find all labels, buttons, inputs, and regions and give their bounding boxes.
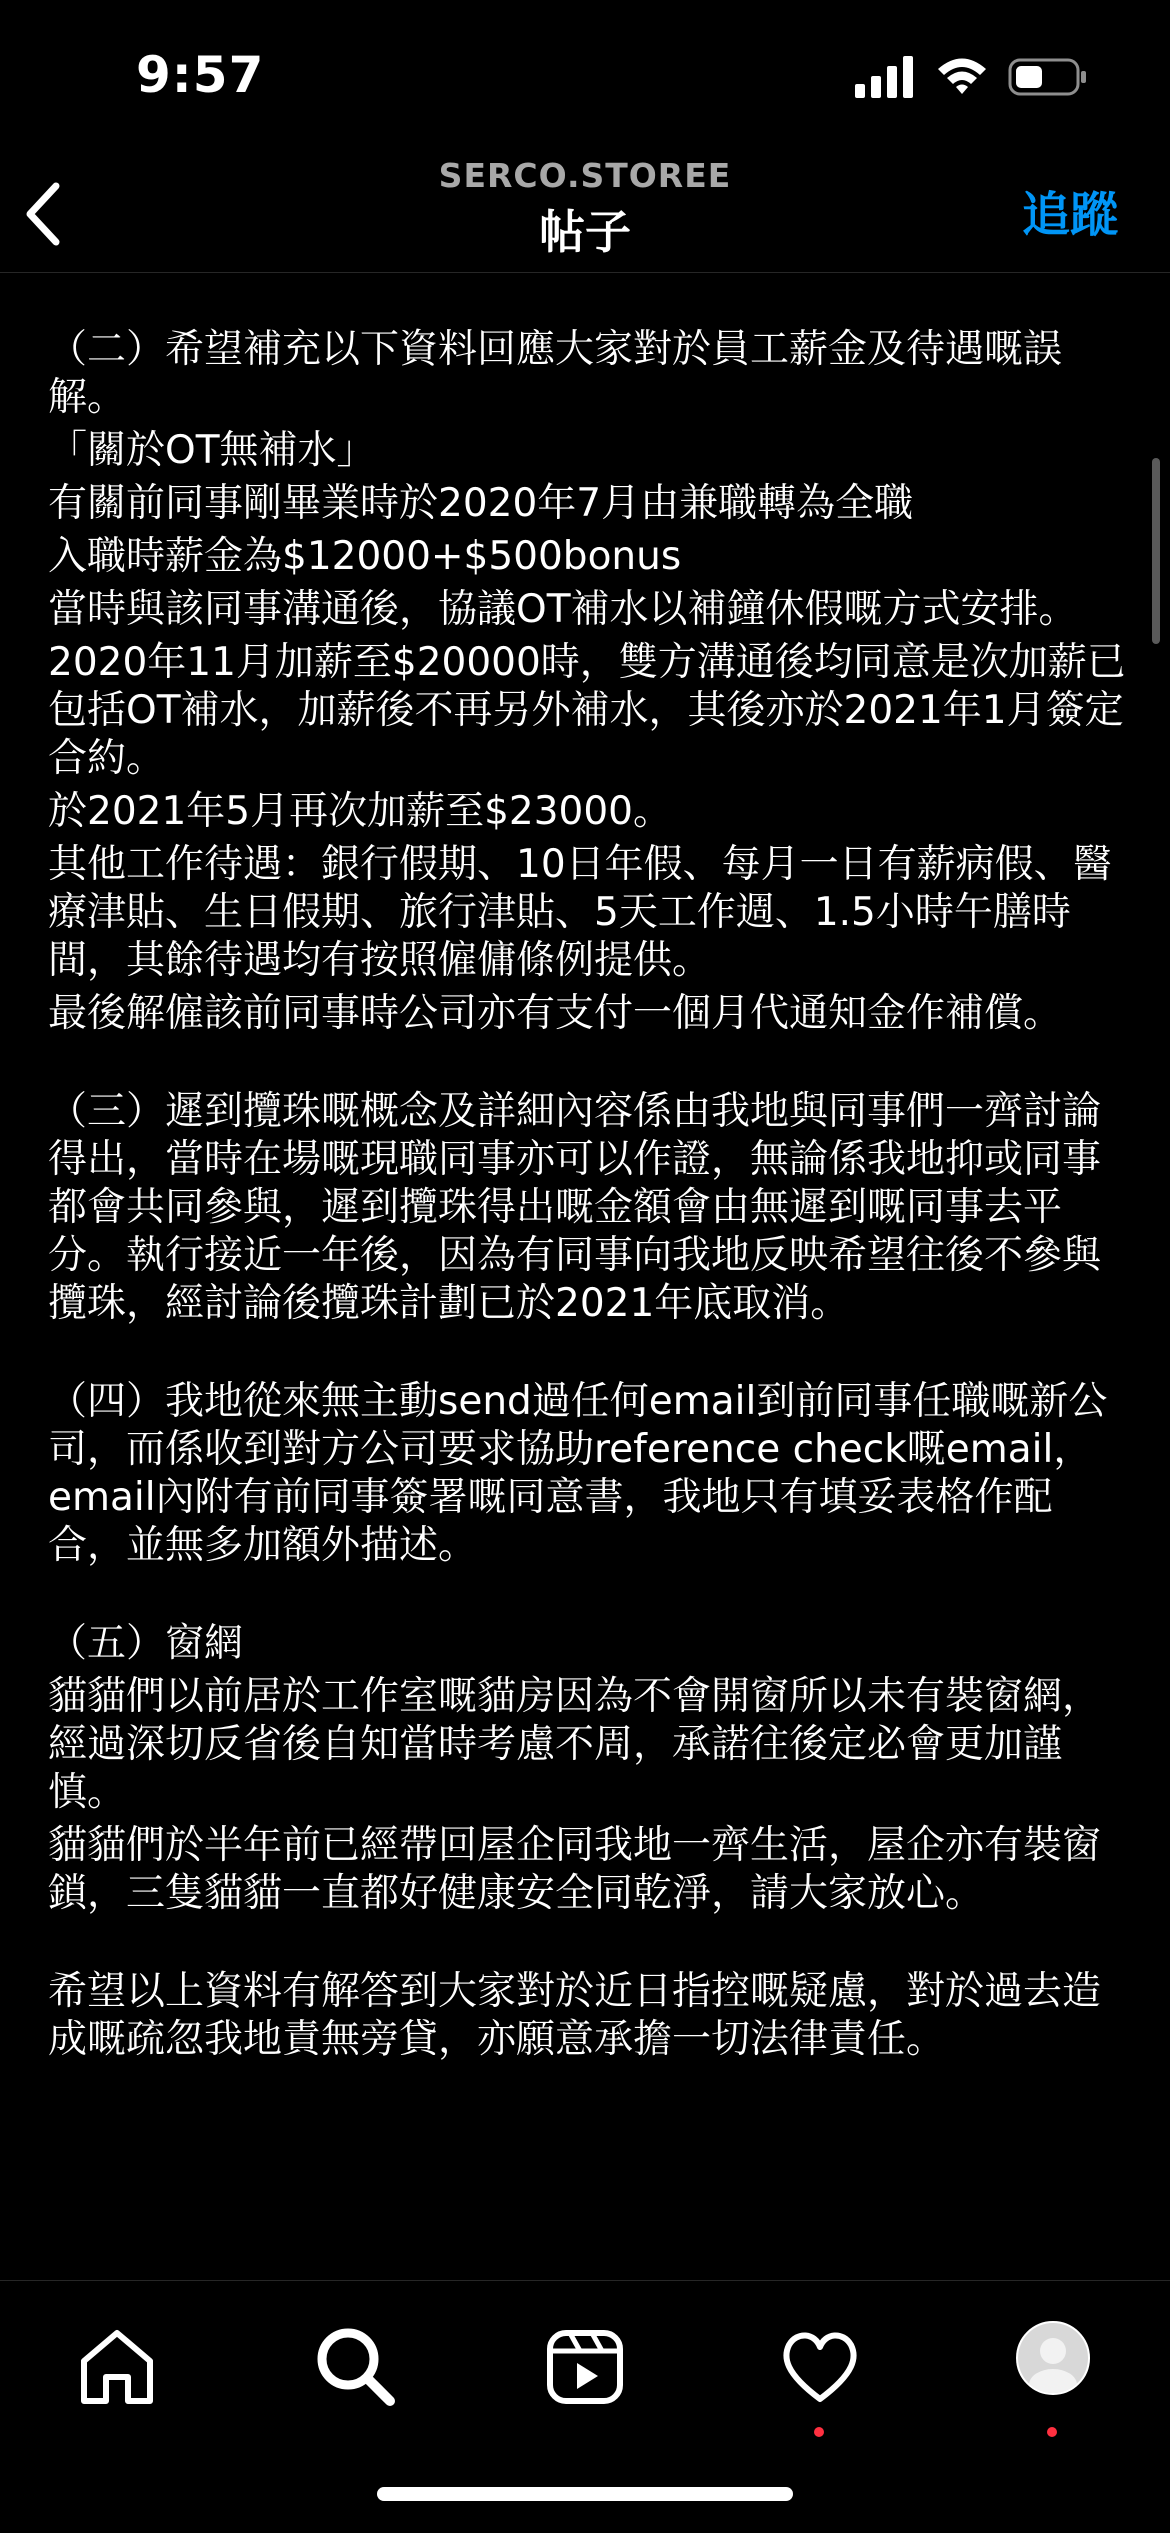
home-indicator[interactable] (377, 2487, 793, 2501)
page-title: 帖子 (539, 205, 631, 259)
caption-paragraph: 貓貓們於半年前已經帶回屋企同我地一齊生活，屋企亦有裝窗鎖，三隻貓貓一直都好健康安全同乾淨，請大家放心。 (48, 1823, 1102, 1916)
caption-paragraph: 入職時薪金為$12000+$500bonus (48, 534, 682, 579)
wifi-icon (936, 54, 988, 98)
caption-paragraph: （二）希望補充以下資料回應大家對於員工薪金及待遇嘅誤解。 (48, 327, 1063, 420)
status-time: 9:57 (136, 46, 265, 104)
profile-avatar[interactable] (1016, 2321, 1090, 2395)
activity-heart-icon[interactable] (775, 2321, 865, 2411)
activity-notification-dot (814, 2427, 824, 2437)
avatar-image-icon (1018, 2323, 1088, 2393)
caption-paragraph: 最後解僱該前同事時公司亦有支付一個月代通知金作補償。 (48, 991, 1063, 1036)
caption-paragraph: 當時與該同事溝通後，協議OT補水以補鐘休假嘅方式安排。 (48, 587, 1078, 632)
caption-paragraph: 貓貓們以前居於工作室嘅貓房因為不會開窗所以未有裝窗網，經過深切反省後自知當時考慮不周，承諾往後定必會更加謹慎。 (48, 1674, 1102, 1815)
post-header (0, 150, 1170, 273)
caption-paragraph: 有關前同事剛畢業時於2020年7月由兼職轉為全職 (48, 481, 914, 526)
reels-icon[interactable] (540, 2321, 630, 2411)
caption-paragraph: 「關於OT無補水」 (48, 428, 376, 473)
home-icon[interactable] (72, 2321, 162, 2411)
caption-paragraph: （三）遲到攬珠嘅概念及詳細內容係由我地與同事們一齊討論得出，當時在場嘅現職同事亦可以作證，無論係我地抑或同事都會共同參與，遲到攬珠得出嘅金額會由無遲到嘅同事去平分。執行接近一年後，因為有同事向我地反映希望往後不參與攬珠，經討論後攬珠計劃已於2021年底取消。 (48, 1089, 1102, 1326)
caption-paragraph: 其他工作待遇：銀行假期、10日年假、每月一日有薪病假、醫療津貼、生日假期、旅行津貼、5天工作週、1.5小時午膳時間，其餘待遇均有按照僱傭條例提供。 (48, 842, 1112, 983)
caption-paragraph: （五）窗網 (48, 1621, 244, 1666)
caption-paragraph: （四）我地從來無主動send過任何email到前同事任職嘅新公司，而係收到對方公司要求協助reference check嘅email，email內附有前同事簽署嘅同意書，我地只有填妥表格作配合，並無多加額外描述。 (48, 1379, 1108, 1568)
account-username[interactable]: SERCO.STOREE (438, 156, 732, 195)
battery-icon (1008, 56, 1088, 98)
caption-paragraph: 於2021年5月再次加薪至$23000。 (48, 789, 672, 834)
caption-paragraph: 希望以上資料有解答到大家對於近日指控嘅疑慮，對於過去造成嘅疏忽我地責無旁貸，亦願意承擔一切法律責任。 (48, 1969, 1102, 2062)
scrollbar[interactable] (1152, 458, 1160, 644)
status-bar (0, 0, 1170, 150)
post-caption (48, 326, 1128, 2276)
profile-notification-dot (1047, 2427, 1057, 2437)
caption-paragraph: 2020年11月加薪至$20000時，雙方溝通後均同意是次加薪已包括OT補水，加薪後不再另外補水，其後亦於2021年1月簽定合約。 (48, 640, 1126, 781)
search-icon[interactable] (310, 2321, 400, 2411)
cellular-signal-icon (855, 56, 915, 98)
follow-button[interactable]: 追蹤 (1021, 187, 1118, 243)
